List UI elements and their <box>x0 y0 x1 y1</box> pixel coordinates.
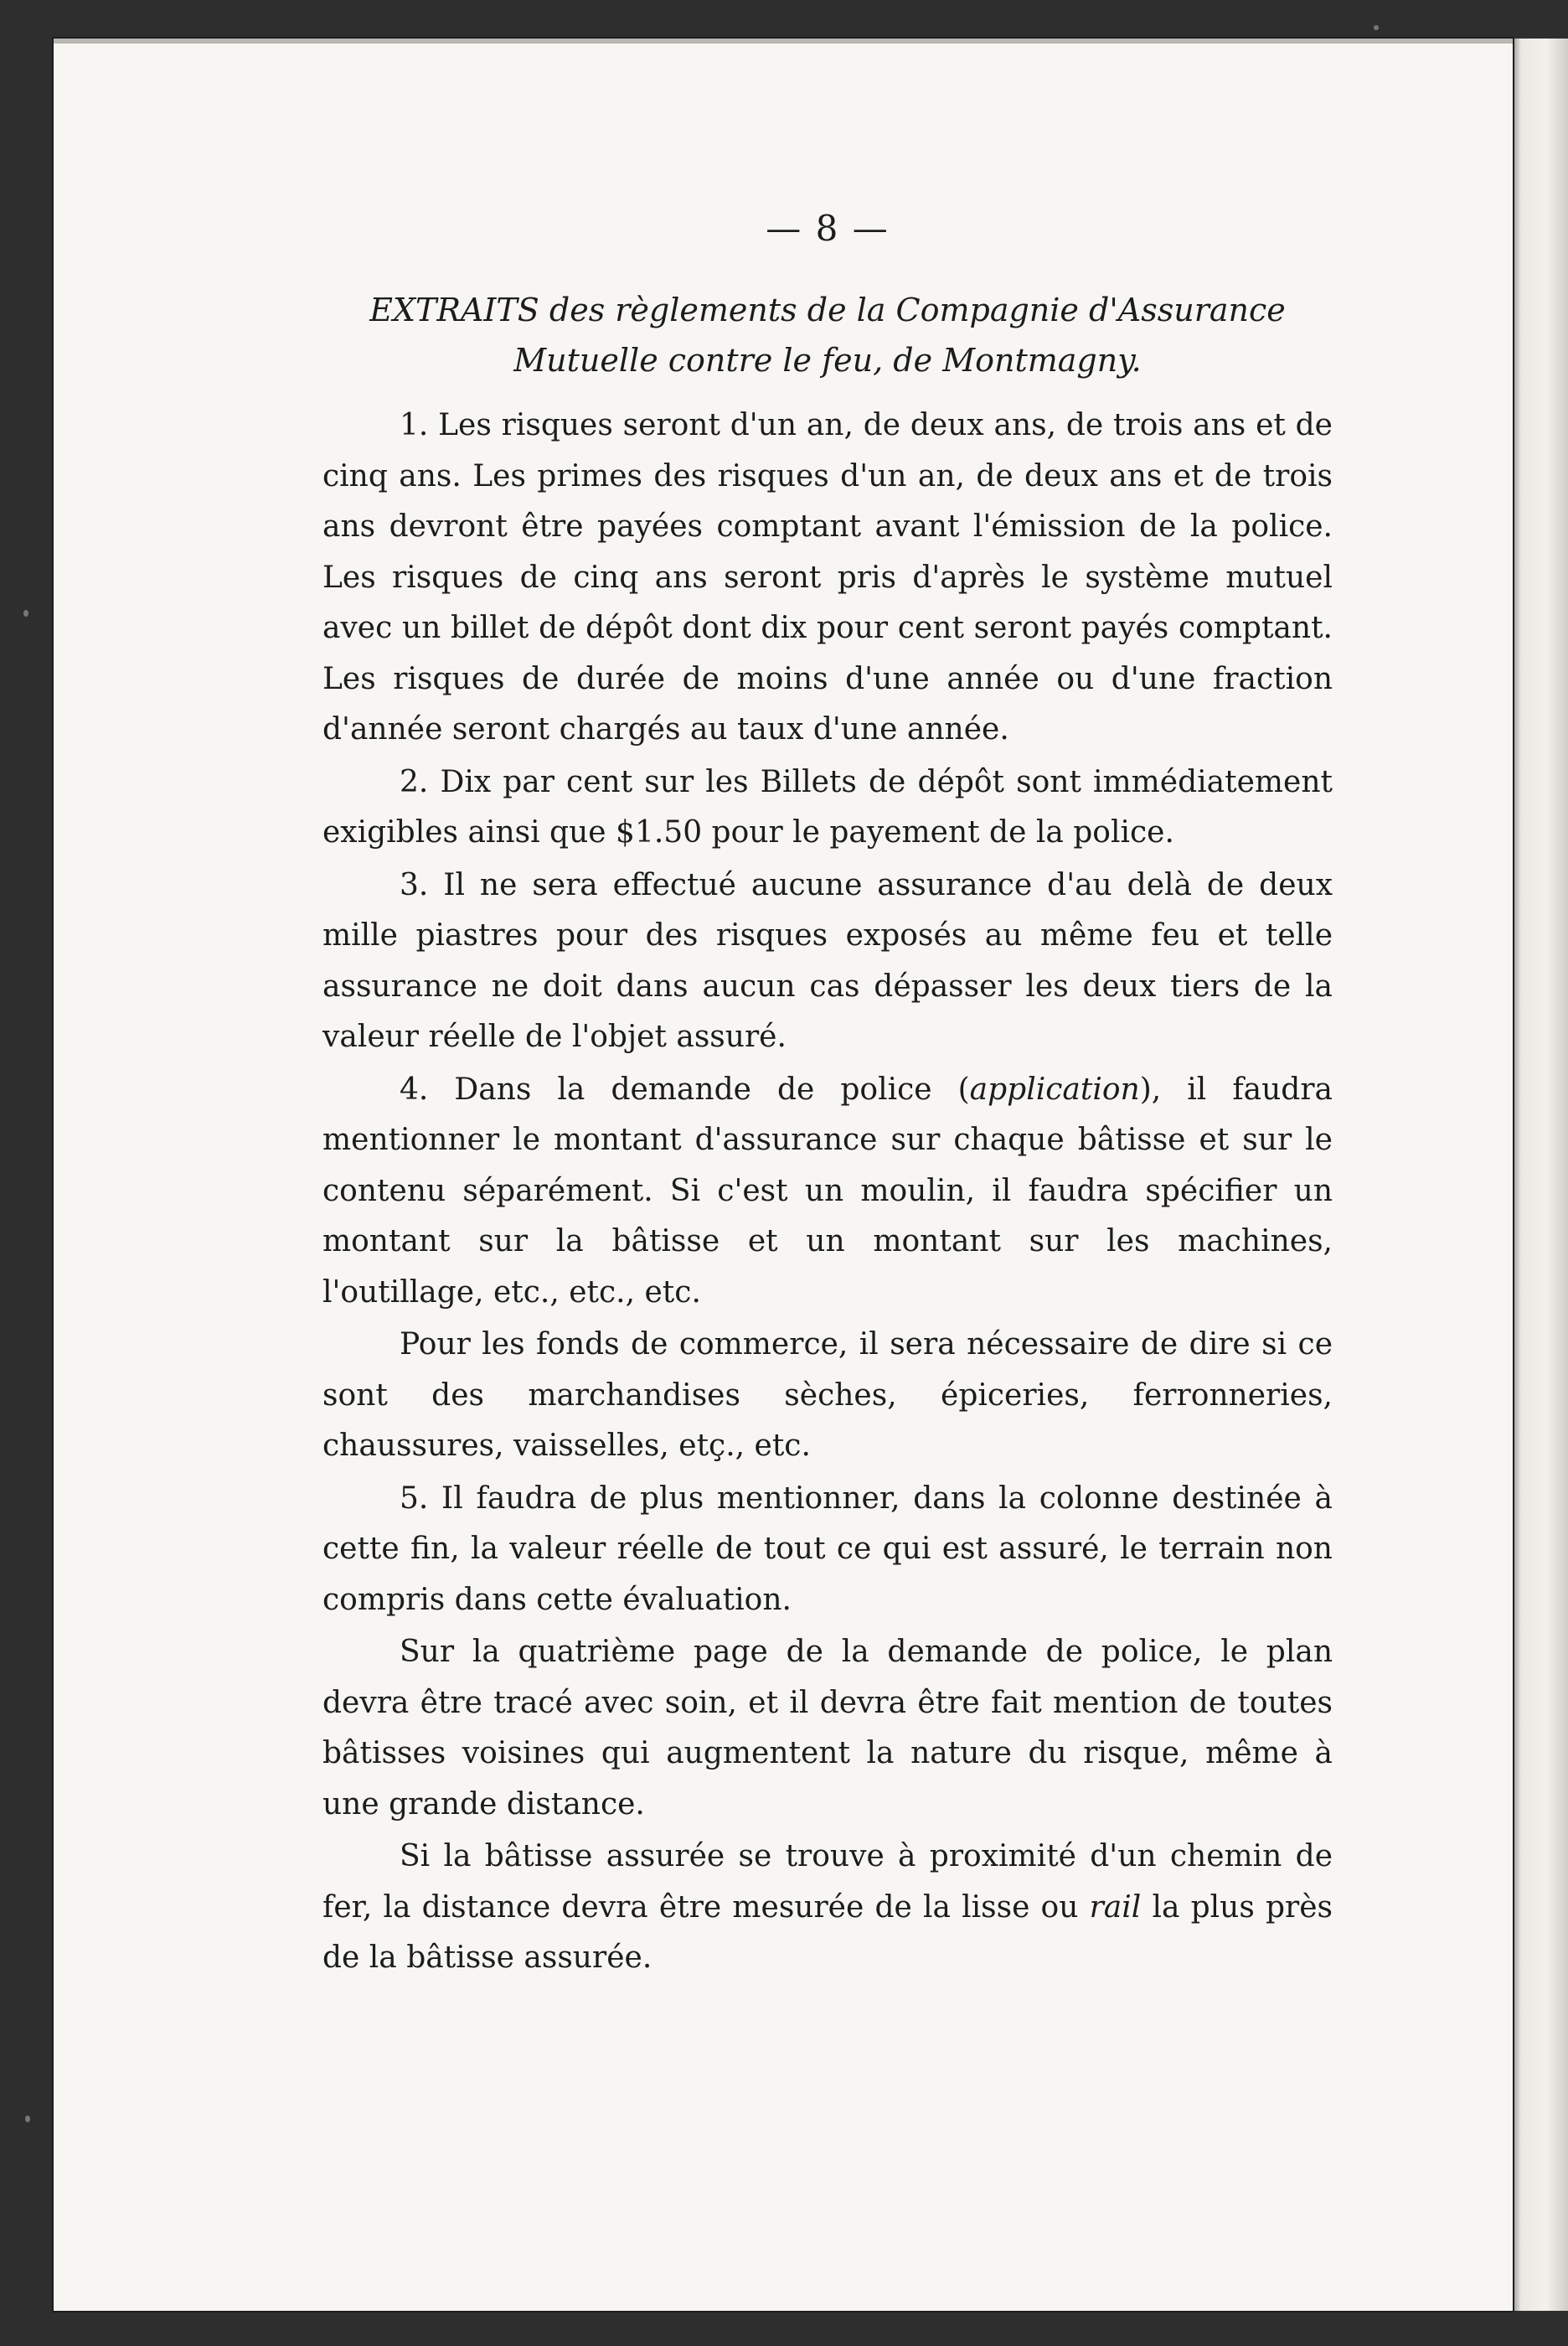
page-edge <box>1513 39 1568 2311</box>
scan-speck <box>25 2116 30 2122</box>
paragraph-3: 3. Il ne sera effectué aucune assurance d'au delà de deux mille piastres pour des risques exposés au même feu et telle assurance ne doit dans aucun cas dépasser les deux tiers de la valeur réelle de l'objet assuré. <box>322 867 1333 1054</box>
page-number: — 8 — <box>766 208 890 249</box>
scan-speck <box>1374 25 1379 30</box>
heading-line-1: EXTRAITS des règlements de la Compagnie d'Assurance <box>369 292 1286 328</box>
page-top-shadow <box>54 39 1513 44</box>
paragraph-4-italic: application <box>969 1072 1140 1107</box>
paragraph-8-italic: rail <box>1089 1889 1142 1925</box>
paragraph-4-start: 4. Dans la demande de police ( <box>400 1072 970 1107</box>
heading-line-2: Mutuelle contre le feu, de Montmagny. <box>513 342 1142 379</box>
paragraph-2: 2. Dix par cent sur les Billets de dépôt sont immédiatement exigibles ainsi que $1.50 pour le payement de la police. <box>322 764 1333 850</box>
paragraph-4-end: ), il faudra mentionner le montant d'assurance sur chaque bâtisse et sur le contenu séparément. Si c'est un moulin, il faudra spécifier un montant sur la bâtisse et un montant sur les machines, l'outillage, etc., etc., etc. <box>322 1072 1333 1310</box>
paragraph-8 <box>322 1832 1333 1984</box>
paragraph-8-end: la plus près de la bâtisse assurée. <box>322 1889 1333 1975</box>
page-heading <box>322 285 1333 385</box>
paragraph-5: Pour les fonds de commerce, il sera nécessaire de dire si ce sont des marchandises sèches, épiceries, ferronneries, chaussures, vaisselles, etç., etc. <box>322 1327 1333 1463</box>
paragraph-8-start: Si la bâtisse assurée se trouve à proximité d'un chemin de fer, la distance devra être mesurée de la lisse ou <box>322 1839 1333 1925</box>
paragraph-1: 1. Les risques seront d'un an, de deux ans, de trois ans et de cinq ans. Les primes des risques d'un an, de deux ans et de trois ans devront être payées comptant avant l'émission de la police. Les risques de cinq ans seront pris d'après le système mutuel avec un billet de dépôt dont dix pour cent seront payés comptant. Les risques de durée de moins d'une année ou d'une fraction d'année seront chargés au taux d'une année. <box>322 408 1333 747</box>
scan-speck <box>23 610 28 617</box>
body-text <box>322 400 1333 1986</box>
paragraph-6: 5. Il faudra de plus mentionner, dans la colonne destinée à cette fin, la valeur réelle de tout ce qui est assuré, le terrain non compris dans cette évaluation. <box>322 1480 1333 1617</box>
paragraph-7: Sur la quatrième page de la demande de police, le plan devra être tracé avec soin, et il devra être fait mention de toutes bâtisses voisines qui augmentent la nature du risque, même à une grande distance. <box>322 1635 1333 1822</box>
paragraph-4 <box>322 1065 1333 1319</box>
